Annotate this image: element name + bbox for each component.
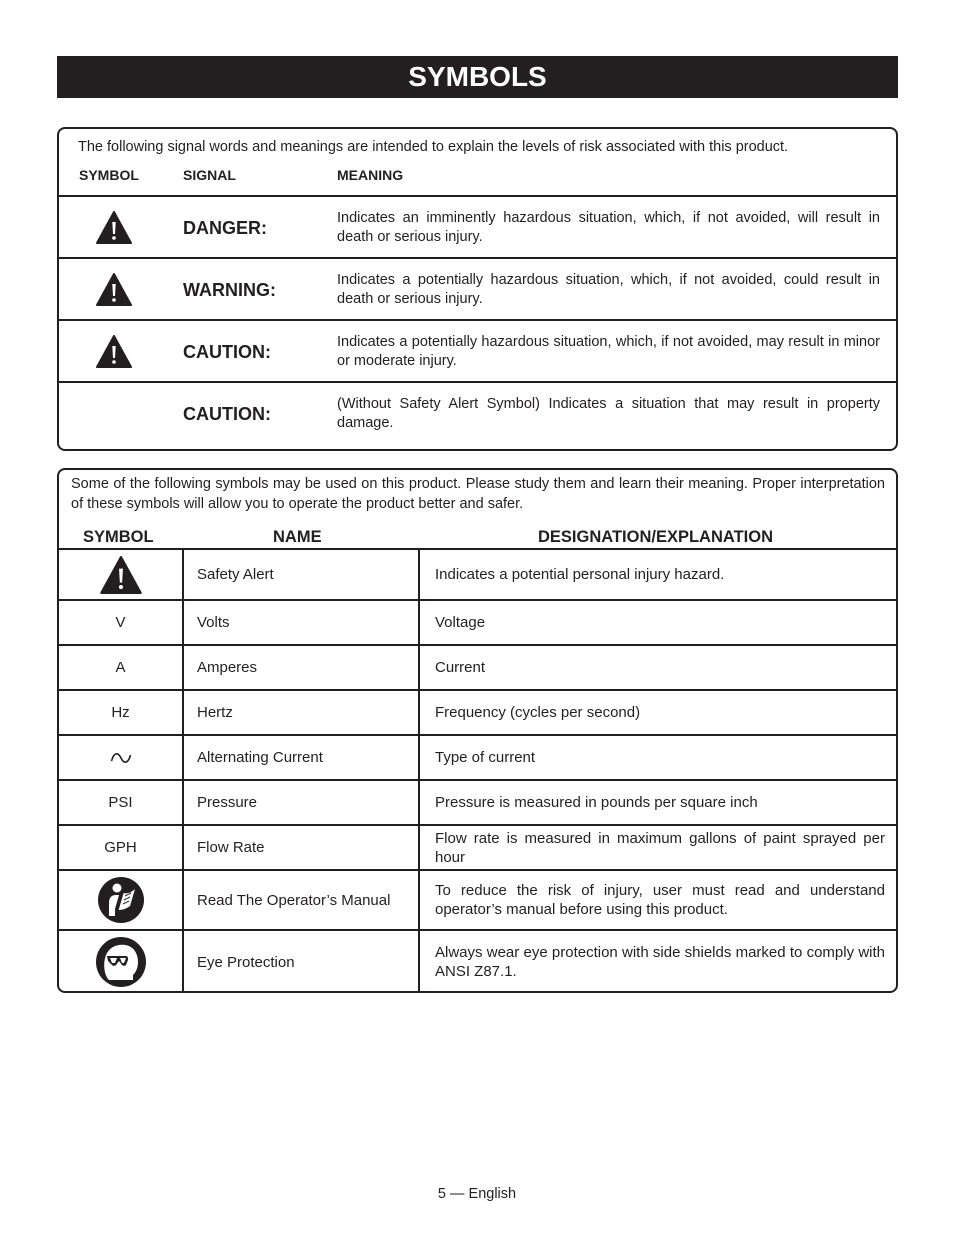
page-title: SYMBOLS bbox=[57, 56, 898, 98]
symbol-cell bbox=[59, 550, 184, 599]
name-cell: Safety Alert bbox=[184, 550, 420, 599]
designation-cell: Voltage bbox=[435, 614, 486, 631]
header-signal: SIGNAL bbox=[183, 167, 236, 183]
table-row bbox=[59, 689, 896, 734]
table-row bbox=[59, 548, 896, 599]
header-symbol: SYMBOL bbox=[83, 528, 154, 546]
read-manual-icon bbox=[97, 876, 145, 924]
header-symbol: SYMBOL bbox=[79, 167, 139, 183]
name-cell: Volts bbox=[184, 601, 420, 644]
table-row bbox=[59, 779, 896, 824]
designation-cell: Pressure is measured in pounds per square inch bbox=[435, 794, 758, 811]
name-cell: Amperes bbox=[184, 646, 420, 689]
symbol-cell bbox=[59, 871, 184, 929]
alternating-current-icon bbox=[110, 751, 132, 765]
symbol-cell: PSI bbox=[59, 781, 184, 824]
signal-meaning: Indicates a potentially hazardous situation, which, if not avoided, may result in minor or moderate injury. bbox=[337, 334, 880, 369]
table-row bbox=[59, 869, 896, 929]
safety-alert-icon bbox=[96, 335, 132, 368]
name-cell: Hertz bbox=[184, 691, 420, 734]
signal-intro: The following signal words and meanings are intended to explain the levels of risk associated with this product. bbox=[78, 139, 789, 155]
table-row bbox=[59, 734, 896, 779]
designation-cell: Indicates a potential personal injury hazard. bbox=[435, 566, 725, 583]
safety-alert-icon bbox=[96, 211, 132, 244]
safety-alert-icon bbox=[96, 273, 132, 306]
designation-cell: To reduce the risk of injury, user must read and understand operator’s manual before using this product. bbox=[435, 882, 885, 918]
symbol-cell: Hz bbox=[59, 691, 184, 734]
table-row bbox=[59, 824, 896, 869]
signal-row-danger bbox=[59, 195, 896, 257]
designation-cell: Always wear eye protection with side shields marked to comply with ANSI Z87.1. bbox=[435, 944, 885, 980]
symbol-cell bbox=[59, 931, 184, 993]
signal-word: WARNING: bbox=[183, 280, 276, 300]
header-meaning: MEANING bbox=[337, 167, 404, 183]
table-row bbox=[59, 644, 896, 689]
name-cell: Pressure bbox=[184, 781, 420, 824]
name-cell: Alternating Current bbox=[184, 736, 420, 779]
symbols-intro: Some of the following symbols may be used on this product. Please study them and learn their meaning. Proper interpretation of these symbols will allow you to operate the product better and safer. bbox=[71, 476, 885, 512]
safety-alert-icon bbox=[99, 556, 143, 594]
designation-cell: Frequency (cycles per second) bbox=[435, 704, 641, 721]
header-name: NAME bbox=[273, 528, 322, 546]
designation-cell: Type of current bbox=[435, 749, 536, 766]
eye-protection-icon bbox=[95, 936, 147, 988]
page-footer: 5 — English bbox=[437, 1186, 517, 1202]
signal-word: CAUTION: bbox=[183, 404, 271, 424]
signal-meaning: (Without Safety Alert Symbol) Indicates a situation that may result in property damage. bbox=[337, 396, 880, 431]
name-cell: Eye Protection bbox=[184, 931, 420, 993]
signal-word: CAUTION: bbox=[183, 342, 271, 362]
symbol-cell: A bbox=[59, 646, 184, 689]
signal-meaning: Indicates an imminently hazardous situation, which, if not avoided, will result in death or serious injury. bbox=[337, 210, 880, 245]
signal-words-box bbox=[57, 127, 898, 451]
symbols-box bbox=[57, 468, 898, 993]
signal-row-caution-property bbox=[59, 381, 896, 451]
table-row bbox=[59, 929, 896, 993]
symbol-cell bbox=[59, 736, 184, 779]
designation-cell: Flow rate is measured in maximum gallons of paint sprayed per hour bbox=[435, 829, 885, 866]
name-cell: Read The Operator’s Manual bbox=[184, 871, 420, 929]
signal-word: DANGER: bbox=[183, 218, 267, 238]
designation-cell: Current bbox=[435, 659, 486, 676]
symbol-cell: GPH bbox=[59, 826, 184, 869]
signal-row-warning bbox=[59, 257, 896, 319]
table-row bbox=[59, 599, 896, 644]
name-cell: Flow Rate bbox=[184, 826, 420, 869]
signal-meaning: Indicates a potentially hazardous situation, which, if not avoided, could result in death or serious injury. bbox=[337, 272, 880, 307]
header-designation: DESIGNATION/EXPLANATION bbox=[538, 528, 773, 546]
symbol-cell: V bbox=[59, 601, 184, 644]
signal-row-caution bbox=[59, 319, 896, 381]
